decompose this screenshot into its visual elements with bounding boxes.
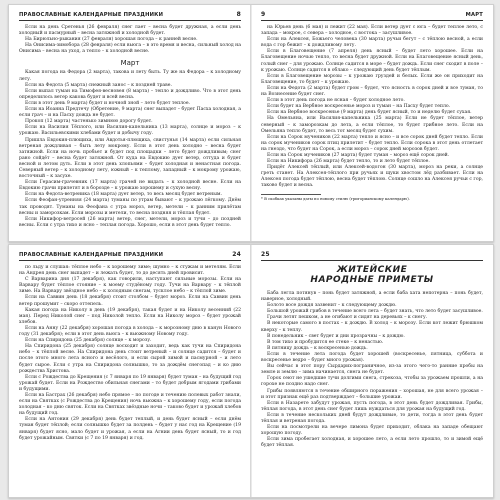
chapter-title <box>261 265 483 285</box>
chapter-title-line: ЖИТЕЙСКИЕ <box>336 265 408 275</box>
paragraph: Если выпал туман на Тимофея-весновея (8 марта) – тепло и дождливо. Что в этот день определилось ветер какова будет и всей весна. <box>19 88 241 100</box>
paragraph: Придёт Алексей тёплый, или Алексей-водогон (30 марта), мороз на реки, а солнце греть станет. На Алексея-тёплого при ручьях и щуки хвостом лёд разбивает. Если на Алексея погода будет тёплою, весна будет тёплою. Солнце сошло на Алексея ручьи с гор, таково будет и весна. <box>261 165 483 189</box>
section-title: Март <box>120 59 140 68</box>
paragraph: Если на Спиридона (25 декабря) солнце – к морозу. <box>25 338 152 344</box>
footnote-rule <box>261 194 321 195</box>
bottom-spread <box>8 244 494 498</box>
paragraph: Вы сейчас в этот пору Сырдарих-пограничное, из-за этого чего-то ранние пробы на земле и землю – зима начинается, снега не будет. <box>261 364 483 376</box>
paragraph: Если будет на Вербное воскресенье мороз и туман – на Пасху будет тепло. <box>267 104 451 110</box>
paragraph: Какая погода на Николу в день (19 декабря), такая будет и на Николу весенний (22 мая). Перед Николой снег – под Николой тепло. Если на Николу мороз – будет урожай хлебов. <box>19 307 241 325</box>
paragraph: Баба легла потянув – понь будет затяжной, а если баба хата непотерна – понь будет, наверное, холодный. <box>261 291 483 303</box>
paragraph: На Онисима-зимобора (28 февраля) если вьюга – в это время и весна, сильный холод на Онисима – весна на уход, а тепло – к холодной весне. <box>19 43 241 55</box>
paragraph: Если на Федота (5 марта) снежный занос – к поздней траве. <box>25 82 172 88</box>
paragraph: Болото восе дождя зазвенит – к следующему дождю. <box>267 303 397 309</box>
paragraph: Если на Василия Тёплого, или Василия-капельника (13 марта), солнце и мороз – к урожаю. Васильевскими хлебами будет и добычу году. <box>19 125 241 137</box>
running-header <box>19 11 241 21</box>
paragraph: Если в Благовещение морозы – к урожаю груздей и белых. Если же он приходит на Благовещение, то будет – к урожаю. <box>261 73 483 85</box>
paragraph: Прокоп (12 марта) частенько зимнюю дорогу будет. <box>25 119 153 125</box>
paragraph: Если на Бастрах (26 декабря) небо прямое – по погоде и течению полевых работ знали, если на Святках (с Рождества до Крещения) ночь вьюжна – к хорошему году, если погода холодная – ко дню святок. Если на Святках звёздные ночи – таково будет и урожай хлебов на будущий год. <box>19 392 241 417</box>
header-title: ПРАВОСЛАВНЫЕ КАЛЕНДАРНЫЕ ПРАЗДНИКИ <box>19 252 164 258</box>
footnote: * В скобках указаны даты по новому стилю (григорианскому календарю). <box>261 195 410 201</box>
paragraph: Если на Антония (29 декабря) день будет теплый, и день будет ясный – если днём туман будет тёплой; если солнышко будет за полдень – будет у нас год на Крещение (19 января) будет ясно, мало будет и урожая, а если на Агнии день будет ясный, то и год будет урожайным. Святки (с 7 по 19 января) и год. <box>19 417 241 441</box>
paragraph: Грибы появляются в течение обширного поражения – хорошая, не для всего урожая – и этот признак ещё раз подтверждает – большие урожаи. <box>261 388 483 400</box>
paragraph: Если в течение нескольких дней будут дождливые, то дети, тогда в этот день будет тёплая и ветреная погода. <box>261 412 483 424</box>
paragraph: Если в этот день погода не ясная – будет холодное лето. <box>267 98 405 104</box>
paragraph: Если на Алексея, Божьего человека (30 марта) ручьи бегут – с тёплою весной, а если вода с гор бежит – к дождливому лету. <box>261 37 483 49</box>
paragraph: Если с Рождества до Крещения (с 7 января по 19 января) будет туман – на будущий год урожай будет. Если на Рождество обильная снегами – то будет добрым ягодами грибами и будущими. <box>19 374 241 392</box>
paragraph: Если зима пробегает холодная, и хорошее лето, а если лето прошло, то и зимой ещё будет тёплая. <box>261 437 483 449</box>
paragraph: Какая погода на Федора (2 марта), такова и лету быть. Ту же на Федора – к холодному лету. <box>19 70 241 82</box>
page-number: 24 <box>232 251 241 258</box>
paragraph: На Спиридона (25 декабря) солнце восходит и заходит, ведь как тучи на Спиридона небо – к тёплой весне. На Спиридона день стоит ветреный – и солнце садится – будет и после этого много лета ясного и весёлого, и если сырой зимой и пасмурной – и лето будет сырое. Если с утра на Спиридона солнышко, то за дождём снегопад – и ко дню рождества Христова. <box>19 344 241 374</box>
paragraph: Если Герасим-грачевник (17 марта) грачей не видать – к холодной весне. Если на Евдокию грачи прилетят и в борозде – к урожаю хорошему и сухую весну. <box>19 180 241 192</box>
running-header <box>19 251 241 261</box>
paragraph: Если на Сорок мучеников (22 марта) тепло и ясно – и все сорок дней будет тепло. Если на сорок мучеников сорок птиц прилетит – будет тепло. Если сорока в этот день отлетает на гнездо, что будет на Сорок, а если мороз – сорок дней морозов будет. <box>261 134 483 152</box>
paragraph: На Бирюльно-рыкания (27 февраля) хорошая погода – к ранней весне. <box>25 37 198 43</box>
paragraph: Если на Федота-ветреника (18 марта) дует ветер, то весь месяц будет ветреным. <box>25 192 222 198</box>
paragraph: В пятницу дождь – к воскресенью дождь. <box>267 345 368 351</box>
paragraph: С Варварина дня (17 декабря), как говорили, наступают сильные морозы. Если на Варвару будет тёплое стояние – к моему студёному году. Тучи на Варвару – к тёплой зиме. На Варвару звёздное небо – к холодным снегам, тусклое небо – к тёплой зиме. <box>19 277 241 295</box>
paragraph: по льду и слушая: тёплое небо – к хорошему зиме; шумно – к стужам и метелям. Если на Андрея день снег выпадет – и лежать будет, то до десять дней провисит. <box>19 265 241 277</box>
page-number: 25 <box>261 251 270 258</box>
paragraph: В том тихо и пробудится ее стеке – к ненастью. <box>267 339 384 345</box>
paragraph: Если на Вербное воскресенье (9 марта) день будет ясный, то и неделю будет сухая. <box>267 110 472 116</box>
paragraph: Горох сеют не ушедшие тучи долгими снега, стрекоза, чтобы за урожаем прошли, а на горохе не поздно надо снег. <box>261 376 483 388</box>
paragraph: Если в этот день 9 марта) будет и ночной зной – лето будет теплое. <box>25 100 191 106</box>
paragraph: В понедельник – свет будет и дни прозрачны – к дождю. <box>267 333 405 339</box>
paragraph: Если в течение лета погода будет хорошей (воскресенье, пятница, суббота и воскресенье ведро – будет много урожая). <box>261 351 483 364</box>
paragraph: Если в Благовещение (7 апреля) день ясный – будет лето хорошее. Если на Благовещение ночью тепло, то весна будет дружной. Если на Благовещение ясный день, голый снег – для урожаю. Солнце садится в море – будет дождь. Если снег сходит в поле – к урожаю. Солнце садится в облако – следующий день будет тёплым. <box>261 49 483 73</box>
chapter-title-line: НАРОДНЫЕ ПРИМЕТЫ <box>310 275 434 285</box>
paragraph: Если на Анну (22 декабря) хорошая погода в холода – к морозному дню в канун Нового году (31 декабря); если в этот день вьюга – к вьюжному Новому году. <box>19 325 241 338</box>
paragraph: Если Никифор-ветросей (26 марта) ветер, снег, метели, мороз и тучи – до поздней весны. Если с утра тихо и ясно – теплая погода. Хорошо, если в этот день будет тепло. <box>19 216 241 228</box>
paragraph: Если на Сорок мучеников (27 марта) будет туман – мороз ещё сорок дней. <box>267 152 450 158</box>
paragraph: Если на Никифора (26 марта) будет тепло, то и лето будет тёплое. <box>267 159 430 165</box>
paragraph: Пришла Евдокия-плющиха, или Авдотья-плющиха, свистунья (14 марта) если сильная ветреная дождливая – быть лету мокрому. Если в этот день холодно – весна будет затяжной. Если на ночь пробьет и будет под площадки – лето будет дождливым; снег рано сойдёт – весна будет затяжной. От куда на Евдокию дует ветер, оттуда и будет весной и летом дуть. Если в этот день хлопьями – будет холодная и ненастная погода. Северный ветер – к холодному лету, южный – к теплому, западный – к мокрому урожаю, восточный – к засухе. <box>19 137 241 180</box>
paragraph: Если в Назарете забудут урожая, пусть погода, в этот день будет дождливая. Грибы, тёплая погода, в этот день снег будет лишь нуждаться для урожая на будущий год. <box>261 400 483 412</box>
paragraph: Если на день Сретенья (26 февраля) снег лает – весна будет дружная, а если день холодный и пасмурный – весна затяжной и холодной будет. <box>19 25 241 37</box>
running-header <box>261 11 483 21</box>
header-title: МАРТ <box>465 12 483 18</box>
paragraph: на Юрьев день (6 мая) и лежит (22 мая). Если ветер дует с юга – будет теплое лето, с запада – мокрое, с севера – холодное, с востока – засушливое. <box>261 25 483 37</box>
paragraph: Грачи летят пешком, а не огибают и сидят на деревьях – к снегу. <box>267 315 428 321</box>
page-24 <box>9 245 251 497</box>
page-number: 8 <box>236 11 241 18</box>
top-spread <box>8 4 494 242</box>
page-number: 9 <box>261 11 266 18</box>
paragraph: Большой урожай грибов в течение всего лета – будет знать, что лето будет засушливое. <box>267 309 483 315</box>
paragraph: На Омельяна, или Василия-капельника (25 марта) Если не будет тёплое, ветер северный – к заморозкам до лета, а если тёплое, то будет грибное лето. Если на Омельяна тепло будет, то весь тот месяц будет сухим. <box>261 116 483 134</box>
running-header <box>261 251 483 261</box>
paragraph: Если на Иоанна Предтечу (Обретение, 9 марта) снег выпадет – будет Пасха холодная, а если грач – и на Пасху дождь не будет. <box>19 107 241 119</box>
page-25 <box>251 245 493 497</box>
paragraph: В некоторые самого в постах – к дождю. В холод – к морозу. Если кот лежит брюшком кверху – к теплу. <box>261 321 483 333</box>
paragraph: Если на Саввин день (18 декабря) стоит столбом – будет мороз. Если на Саввин день ветер прошумит – скоро оттепель. <box>19 295 241 307</box>
paragraph: Если Феофан-утренняя (24 марта) туманы по утрам бывают – к урожаю лёгкому. Днём так проводят. Туманы на Феофана с утра мороз, ветер, метели – к ранним прилётам весны и заморозкам. Если морозы и метели, то весна поздняя и тёплая будет. <box>19 198 241 216</box>
page-9 <box>251 5 493 241</box>
header-title: ПРАВОСЛАВНЫЕ КАЛЕНДАРНЫЕ ПРАЗДНИКИ <box>19 12 164 18</box>
paragraph: Если на посмотрели на вечере лимона будет приходит, облака на западе обещают хорошую погоду. <box>261 425 483 437</box>
page-8 <box>9 5 251 241</box>
paragraph: Если на Федота (2 марта) будет гром – будет, что ясность в сорок дней и все туман, то на Вознесение будет снег. <box>261 85 483 98</box>
